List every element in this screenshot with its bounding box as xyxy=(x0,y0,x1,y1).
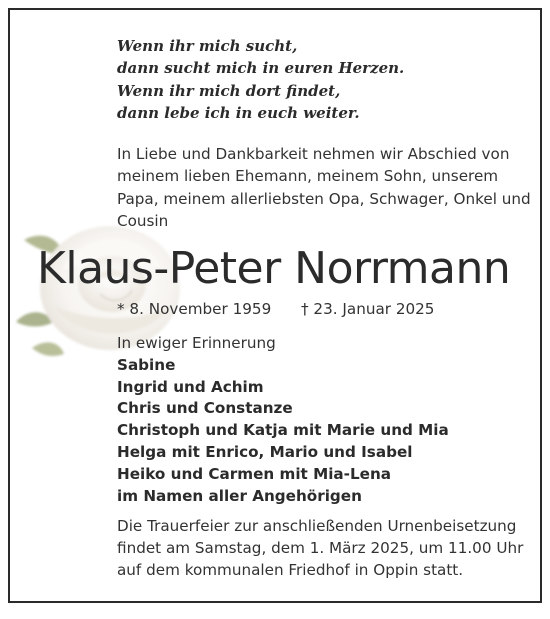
funeral-line: auf dem kommunalen Friedhof in Oppin statt. xyxy=(117,561,464,579)
poem xyxy=(117,35,517,124)
mourners-list xyxy=(117,355,537,508)
funeral-line: findet am Samstag, dem 1. März 2025, um 11.00 Uhr xyxy=(117,539,524,557)
life-dates xyxy=(117,297,537,321)
memory-label: In ewiger Erinnerung xyxy=(117,334,276,352)
poem-line: Wenn ihr mich sucht, xyxy=(117,37,298,55)
funeral-info xyxy=(117,515,542,581)
mourner-item: Sabine xyxy=(117,355,176,374)
mourner-item: Heiko und Carmen mit Mia-Lena xyxy=(117,464,392,483)
birth-date: * 8. November 1959 xyxy=(117,300,272,318)
mourner-item: Chris und Constanze xyxy=(117,399,293,418)
mourner-item: im Namen aller Angehörigen xyxy=(117,486,362,505)
mourners-section xyxy=(117,333,537,507)
poem-line: dann sucht mich in euren Herzen. xyxy=(117,59,405,78)
funeral-line: Die Trauerfeier zur anschließenden Urnenbeisetzung xyxy=(117,517,517,535)
deceased-name: Klaus-Peter Norrmann xyxy=(37,243,511,294)
poem-line: Wenn ihr mich dort findet, xyxy=(117,81,341,100)
mourner-item: Helga mit Enrico, Mario und Isabel xyxy=(117,442,413,461)
poem-line: dann lebe ich in euch weiter. xyxy=(117,103,360,122)
farewell-intro: In Liebe und Dankbarkeit nehmen wir Abschied von meinem lieben Ehemann, meinem Sohn, unserem Papa, meinem allerliebsten Opa, Schwager, Onkel und Cousin xyxy=(117,145,531,230)
obituary-notice xyxy=(8,8,542,603)
death-date: † 23. Januar 2025 xyxy=(301,300,435,318)
mourner-item: Ingrid und Achim xyxy=(117,377,264,396)
mourner-item: Christoph und Katja mit Marie und Mia xyxy=(117,421,449,440)
